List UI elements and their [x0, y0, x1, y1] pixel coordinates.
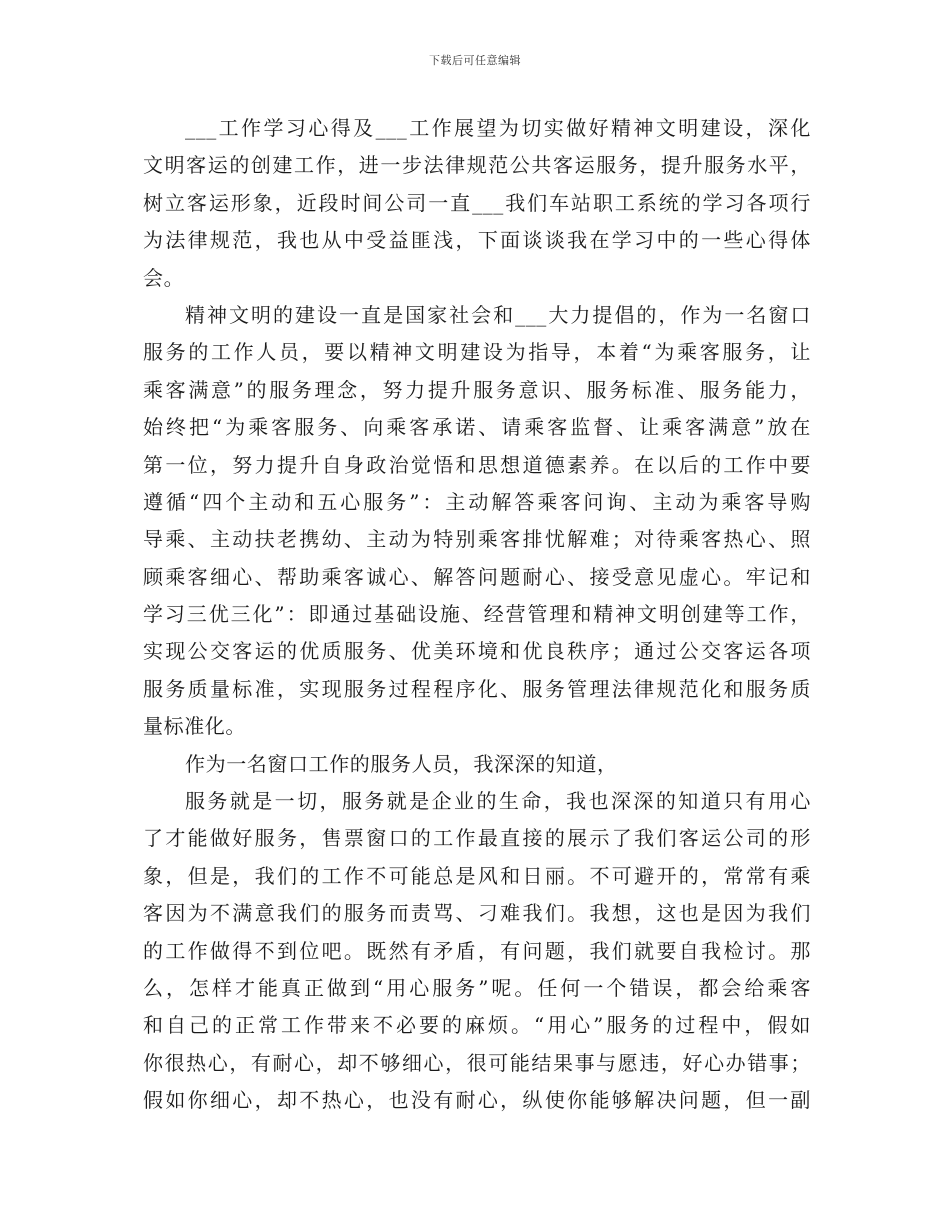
- text-line: 顾乘客细心、帮助乘客诚心、解答问题耐心、接受意见虚心。牢记和: [143, 564, 811, 589]
- text-line: 服务的工作人员，要以精神文明建设为指导，本着“为乘客服务，让: [143, 340, 811, 365]
- text-line: 学习三优三化”：即通过基础设施、经营管理和精神文明创建等工作，: [143, 602, 811, 627]
- text-line: 客因为不满意我们的服务而责骂、刁难我们。我想，这也是因为我们: [143, 901, 811, 926]
- text-line: 的工作做得不到位吧。既然有矛盾，有问题，我们就要自我检讨。那: [143, 938, 811, 963]
- text-line: 乘客满意”的服务理念，努力提升服务意识、服务标准、服务能力，: [143, 377, 811, 402]
- text-line: 实现公交客运的优质服务、优美环境和优良秩序；通过公交客运各项: [143, 639, 811, 664]
- text-line: 量标准化。: [143, 714, 246, 739]
- text-line: 为法律规范，我也从中受益匪浅，下面谈谈我在学习中的一些心得体: [143, 228, 811, 253]
- text-line: 服务质量标准，实现服务过程程序化、服务管理法律规范化和服务质: [143, 676, 811, 701]
- text-line: 遵循“四个主动和五心服务”：主动解答乘客问询、主动为乘客导购: [143, 489, 811, 514]
- paragraph-2: [143, 297, 811, 746]
- text-line: 象，但是，我们的工作不可能总是风和日丽。不可避开的，常常有乘: [143, 863, 811, 888]
- text-line: 了才能做好服务，售票窗口的工作最直接的展示了我们客运公司的形: [143, 826, 811, 851]
- text-line: 文明客运的创建工作，进一步法律规范公共客运服务，提升服务水平，: [143, 153, 811, 178]
- text-line: 第一位，努力提升自身政治觉悟和思想道德素养。在以后的工作中要: [143, 452, 811, 477]
- text-line: 树立客运形象，近段时间公司一直___我们车站职工系统的学习各项行: [143, 190, 811, 215]
- text-line: 始终把“为乘客服务、向乘客承诺、请乘客监督、让乘客满意”放在: [143, 415, 811, 440]
- text-line: ___工作学习心得及___工作展望为切实做好精神文明建设，深化: [185, 116, 811, 140]
- text-line: 会。: [143, 265, 185, 290]
- text-line: 作为一名窗口工作的服务人员，我深深的知道，: [185, 751, 618, 776]
- paragraph-3: [143, 746, 811, 783]
- text-line: 和自己的正常工作带来不必要的麻烦。“用心”服务的过程中，假如: [143, 1013, 811, 1038]
- text-line: 么，怎样才能真正做到“用心服务”呢。任何一个错误，都会给乘客: [143, 975, 811, 1000]
- text-line: 服务就是一切，服务就是企业的生命，我也深深的知道只有用心: [185, 789, 811, 814]
- document-body: [143, 110, 811, 1120]
- page-header: 下载后可任意编辑: [429, 54, 521, 67]
- text-line: 导乘、主动扶老携幼、主动为特别乘客排忧解难；对待乘客热心、照: [143, 527, 811, 552]
- text-line: 假如你细心，却不热心，也没有耐心，纵使你能够解决问题，但一副: [143, 1088, 811, 1113]
- text-line: 精神文明的建设一直是国家社会和___大力提倡的，作为一名窗口: [185, 302, 811, 327]
- paragraph-4: [143, 783, 811, 1120]
- text-line: 你很热心，有耐心，却不够细心，很可能结果事与愿违，好心办错事；: [143, 1050, 811, 1075]
- paragraph-1: [143, 110, 811, 297]
